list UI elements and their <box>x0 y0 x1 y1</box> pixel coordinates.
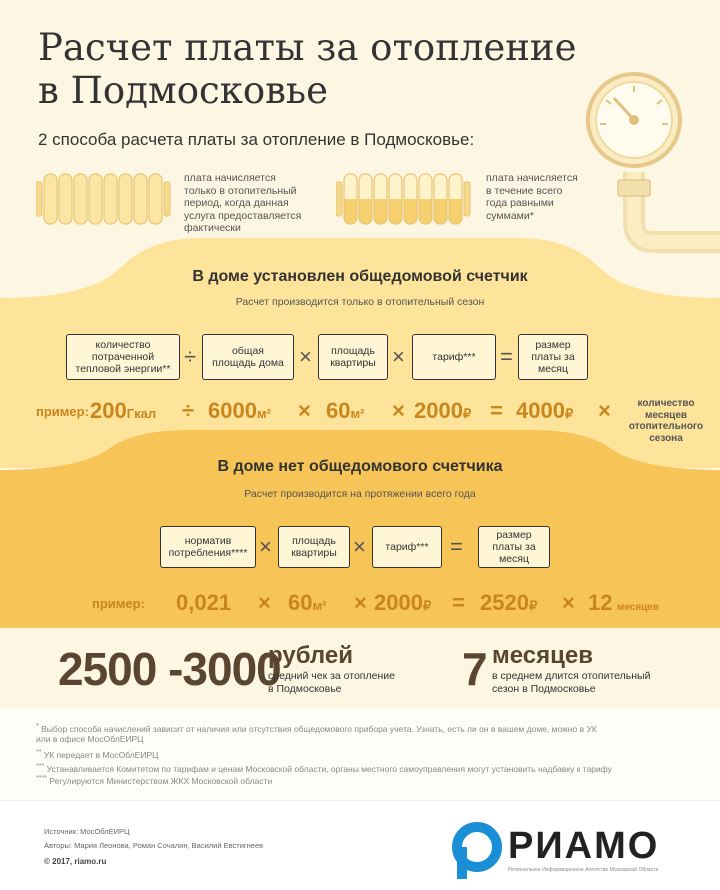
example-value: 60м² <box>326 398 365 423</box>
example-op: × <box>258 590 271 615</box>
stat-range-note: средний чек за отопление в Подмосковье <box>268 670 395 695</box>
riamo-logo-text: РИАМО <box>508 825 660 867</box>
example-value: 12 месяцев <box>588 590 660 615</box>
stat-months-word: месяцев <box>492 642 593 669</box>
title-line-2: в Подмосковье <box>38 69 328 112</box>
footnote: ** УК передает в МосОблЕИРЦ <box>36 748 159 760</box>
example-months-note: количество месяцев отопительного сезона <box>628 398 704 444</box>
radiator-icon <box>36 172 172 226</box>
authors-credit: Авторы: Мария Леонова, Роман Сочалин, Василий Евстигнеев <box>44 841 264 850</box>
header-section <box>0 0 720 262</box>
copyright: © 2017, riamo.ru <box>44 857 107 866</box>
example-op: = <box>452 590 465 615</box>
formula-op-multiply: × <box>259 534 272 559</box>
formula-op-multiply: × <box>392 344 405 369</box>
example-op: ÷ <box>182 398 195 423</box>
source-credit: Источник: МосОблЕИРЦ <box>44 827 130 836</box>
example-op: × <box>598 398 611 423</box>
stat-range-word: рублей <box>268 642 353 669</box>
example-op: × <box>562 590 575 615</box>
example-op: = <box>490 398 503 423</box>
section-2-title: В доме нет общедомового счетчика <box>217 458 503 475</box>
example-value: 4000₽ <box>516 398 574 423</box>
stat-months-note: в среднем длится отопительный сезон в Подмосковье <box>492 670 651 695</box>
example-op: × <box>354 590 367 615</box>
footnote: или в офисе МосОблЕИРЦ <box>36 734 144 744</box>
formula-box-energy: количество потраченной тепловой энергии** <box>66 334 180 380</box>
formula-box-tariff: тариф*** <box>372 526 442 568</box>
formula-box-flat-area: площадь квартиры <box>278 526 350 568</box>
stat-months-number: 7 <box>462 643 488 695</box>
example-value: 0,021 <box>176 590 232 615</box>
riamo-logo-icon <box>452 821 502 881</box>
example-value: 200Гкал <box>90 398 157 423</box>
example-value: 6000м² <box>208 398 271 423</box>
footnote: * Выбор способа начислений зависит от наличия или отсутствия общедомового прибора учета. Узнать, есть ли он в вашем доме, можно в УК <box>36 722 597 734</box>
example-label: пример: <box>36 404 89 419</box>
example-value: 60м² <box>288 590 327 615</box>
method-2-note: плата начисляется в течение всего года равными суммами* <box>486 172 578 222</box>
footer <box>0 800 720 890</box>
footnotes <box>0 708 720 800</box>
formula-op-multiply: × <box>299 344 312 369</box>
formula-box-house-area: общая площадь дома <box>202 334 294 380</box>
radiator-half-icon <box>336 172 472 226</box>
page-title <box>38 26 578 112</box>
example-label: пример: <box>92 596 145 611</box>
formula-box-tariff: тариф*** <box>412 334 496 380</box>
riamo-logo-subtitle: Региональное Информационное Агентство Московской Области <box>508 867 659 873</box>
example-op: × <box>298 398 311 423</box>
formula-op-divide: ÷ <box>184 344 197 369</box>
footnote: *** Устанавливается Комитетом по тарифам и ценам Московской области, органы местного самоуправления могут установить надбавку к тарифу <box>36 762 612 774</box>
stats-section <box>0 628 720 708</box>
formula-op-equals: = <box>500 344 513 369</box>
example-value: 2000₽ <box>374 590 432 615</box>
formula-box-norm: норматив потребления**** <box>160 526 256 568</box>
section-1-title: В доме установлен общедомовой счетчик <box>192 268 528 285</box>
title-line-1: Расчет платы за отопление <box>38 26 577 69</box>
formula-op-multiply: × <box>353 534 366 559</box>
stat-range-number: 2500 -3000 <box>58 643 281 695</box>
methods-subtitle: 2 способа расчета платы за отопление в Подмосковье: <box>38 130 475 149</box>
section-2-subtitle: Расчет производится на протяжении всего года <box>244 488 476 500</box>
example-value: 2520₽ <box>480 590 538 615</box>
section-1-subtitle: Расчет производится только в отопительный сезон <box>235 296 485 308</box>
example-op: × <box>392 398 405 423</box>
footnote: **** Регулируются Министерством ЖКХ Московской области <box>36 774 273 786</box>
formula-box-result: размер платы за месяц <box>478 526 550 568</box>
example-value: 2000₽ <box>414 398 472 423</box>
formula-box-flat-area: площадь квартиры <box>318 334 388 380</box>
formula-op-equals: = <box>450 534 463 559</box>
formula-box-result: размер платы за месяц <box>518 334 588 380</box>
method-1-note: плата начисляется только в отопительный период, когда данная услуга предоставляется фактически <box>184 172 302 234</box>
